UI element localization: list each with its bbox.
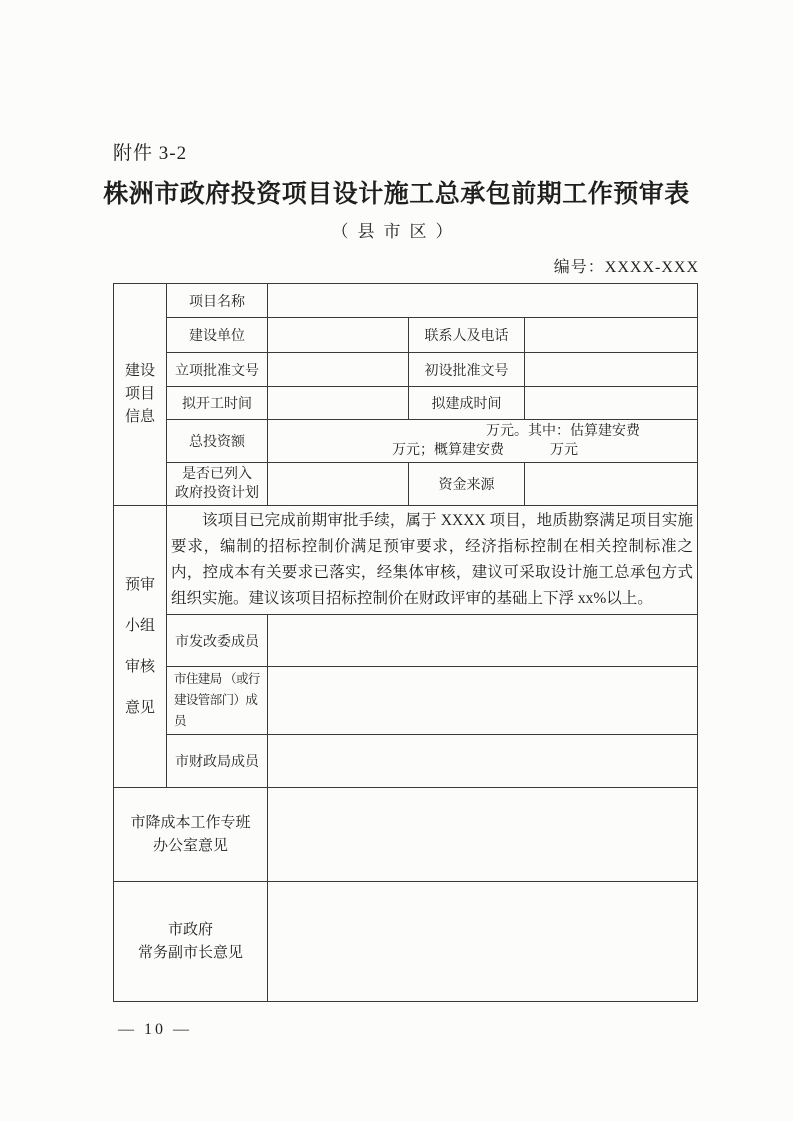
serial-number: 编号：XXXX-XXX <box>553 259 699 276</box>
listed-in-plan-field <box>268 463 409 506</box>
review-group-label-line: 意见 <box>124 700 155 716</box>
attachment-number: 附件 3-2 <box>113 143 188 164</box>
project-approval-field <box>268 353 409 387</box>
finance-bureau-member-field <box>268 735 698 788</box>
cost-reduction-office-label-line1: 市降成本工作专班 <box>130 814 251 831</box>
form-table <box>113 283 698 1002</box>
housing-bureau-member-field <box>268 667 698 735</box>
review-group-label-line: 预审 <box>124 577 155 593</box>
total-investment-field <box>268 420 698 463</box>
deputy-mayor-opinion-label <box>114 882 268 1002</box>
planned-start-label: 拟开工时间 <box>167 387 268 420</box>
review-opinion-cell <box>167 506 698 615</box>
finance-bureau-member-label: 市财政局成员 <box>167 735 268 788</box>
housing-bureau-member-label-line2: 建设管部门）成员 <box>174 693 258 728</box>
listed-in-plan-label-line2: 政府投资计划 <box>175 486 259 501</box>
ndrc-member-label: 市发改委成员 <box>167 615 268 667</box>
contact-label: 联系人及电话 <box>409 318 525 353</box>
cost-reduction-office-field <box>268 788 698 882</box>
review-group-label-line: 审核 <box>124 659 155 675</box>
fund-source-field <box>525 463 698 506</box>
build-info-label-line: 建设 <box>124 363 155 379</box>
investment-note-line1: 万元。其中：估算建安费 <box>486 424 640 439</box>
initial-design-approval-label: 初设批准文号 <box>409 353 525 387</box>
build-unit-label: 建设单位 <box>167 318 268 353</box>
planned-start-field <box>268 387 409 420</box>
review-group-section-label <box>114 506 167 788</box>
deputy-mayor-opinion-field <box>268 882 698 1002</box>
total-investment-label: 总投资额 <box>167 420 268 463</box>
document-title: 株洲市政府投资项目设计施工总承包前期工作预审表 <box>103 180 690 208</box>
investment-note-line2-right: 万元 <box>550 443 578 458</box>
ndrc-member-field <box>268 615 698 667</box>
build-unit-field <box>268 318 409 353</box>
planned-completion-field <box>525 387 698 420</box>
investment-note-line2-left: 万元；概算建安费 <box>392 443 504 458</box>
housing-bureau-member-label-line1: 市住建局 （或行 <box>174 672 260 686</box>
listed-in-plan-label-line1: 是否已列入 <box>182 467 252 482</box>
build-info-label-line: 信息 <box>124 409 155 425</box>
cost-reduction-office-label-line2: 办公室意见 <box>152 837 228 854</box>
build-info-section-label <box>114 284 167 506</box>
housing-bureau-member-label <box>167 667 268 735</box>
investment-note-line2 <box>272 441 693 460</box>
document-subtitle: （县市区） <box>331 222 462 241</box>
fund-source-label: 资金来源 <box>409 463 525 506</box>
project-name-label: 项目名称 <box>167 284 268 318</box>
project-name-field <box>268 284 698 318</box>
review-group-label-line: 小组 <box>124 618 155 634</box>
cost-reduction-office-label <box>114 788 268 882</box>
contact-field <box>525 318 698 353</box>
planned-completion-label: 拟建成时间 <box>409 387 525 420</box>
project-approval-label: 立项批准文号 <box>167 353 268 387</box>
initial-design-approval-field <box>525 353 698 387</box>
build-info-label-line: 项目 <box>124 386 155 402</box>
listed-in-plan-label <box>167 463 268 506</box>
page-number: — 10 — <box>118 1021 192 1038</box>
deputy-mayor-opinion-label-line1: 市政府 <box>167 921 213 938</box>
review-opinion-text: 该项目已完成前期审批手续，属于 XXXX 项目，地质勘察满足项目实施要求，编制的招标控制价满足预审要求，经济指标控制在相关控制标准之内，控成本有关要求已落实，经集体审核，建议可采取设计施工总承包方式组织实施。建议该项目招标控制价在财政评审的基础上下浮 xx%以上。 <box>171 512 693 607</box>
deputy-mayor-opinion-label-line2: 常务副市长意见 <box>137 944 243 961</box>
